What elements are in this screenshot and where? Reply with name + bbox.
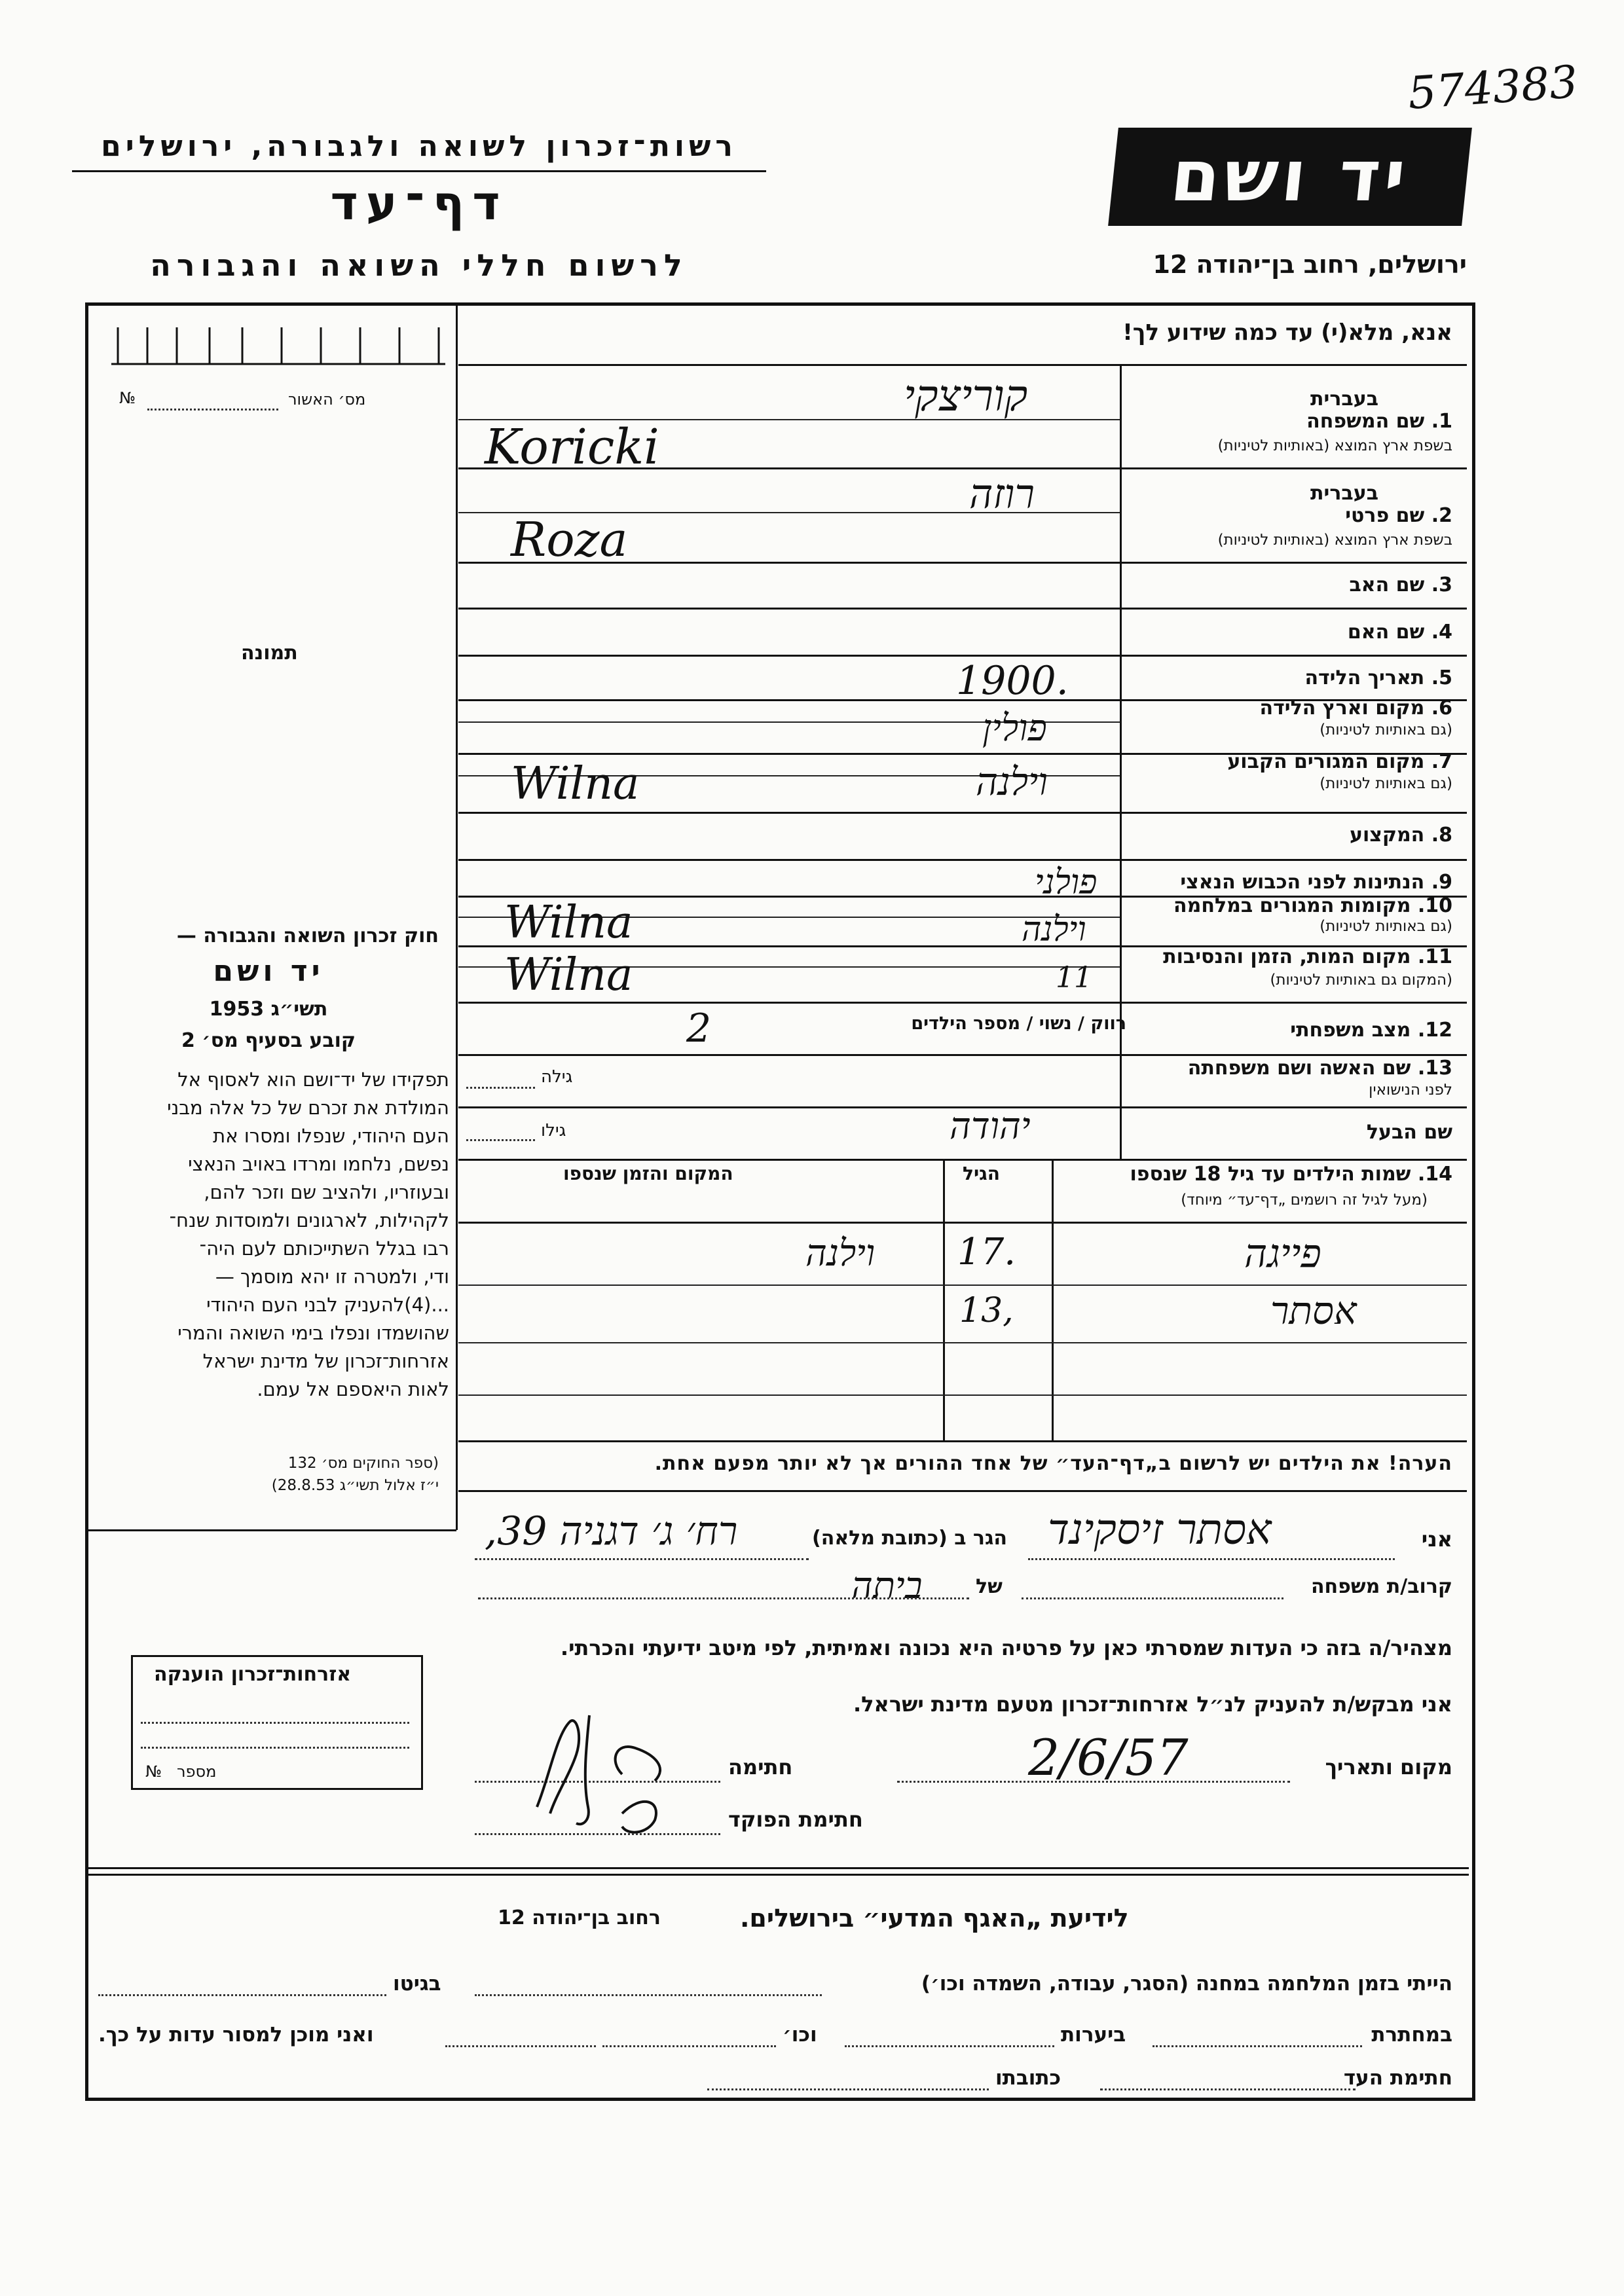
archive-number: 574383: [1406, 56, 1580, 120]
yad-vashem-logo: יד ושם: [1108, 128, 1472, 226]
of-field[interactable]: [478, 1597, 969, 1599]
citizenship-number-sign: №: [145, 1762, 162, 1781]
marital-options: רווק / נשוי / מספר הילדים: [911, 1013, 1126, 1034]
camp-line: הייתי בזמן המלחמה במחנה (הסגר, עבודה, השמדה וכו׳): [921, 1972, 1452, 1995]
of-label: של: [976, 1575, 1003, 1598]
children-col-divider: [943, 1159, 945, 1440]
etc-label: וכו׳: [783, 2023, 817, 2047]
declaration-text: מצהיר/ה בזה כי העדות שמסרתי כאן על פרטיה היא נכונה ואמיתית, לפי מיטב ידיעתי והכרתי.: [560, 1635, 1452, 1660]
intro-rule: [458, 364, 1467, 366]
label-wife-name: 13. שם האשה ושם משפחתה: [1187, 1057, 1452, 1080]
witness-signature-field[interactable]: [1100, 2088, 1356, 2090]
col-place-header: המקום והזמן שנספו: [563, 1163, 733, 1184]
signature-label: חתימה: [728, 1755, 793, 1779]
label-husband-name: שם הבעל: [1366, 1121, 1452, 1144]
row-rule: [458, 1054, 1467, 1056]
child2-age-entry[interactable]: 13,: [959, 1291, 1014, 1330]
law-line: רבו בגלל השתייכותם לעם היה־: [199, 1237, 449, 1260]
approval-boxes: [111, 327, 445, 365]
law-reference-date: י״ז אלול תשי״ג 28.8.53): [271, 1477, 439, 1494]
witness-address-field[interactable]: [707, 2088, 989, 2090]
approval-number-field[interactable]: [147, 409, 278, 410]
label-birth-place: 6. מקום וארץ הלידה: [1259, 697, 1452, 720]
child1-age-entry[interactable]: 17.: [957, 1231, 1016, 1273]
relation-entry[interactable]: ביתה: [851, 1565, 923, 1607]
label-nationality: 9. הנתינות לפני הכבוש הנאצי: [1180, 871, 1452, 894]
law-line: נפשם, נלחמו ומרדו באויב הנאצי: [188, 1153, 449, 1175]
children-row-rule: [458, 1285, 1467, 1286]
place-date-field[interactable]: [897, 1781, 1290, 1783]
declarant-address-entry[interactable]: רח׳ ג׳ דגניה 39,: [485, 1508, 738, 1554]
first-name-latin-entry[interactable]: Roza: [511, 512, 628, 567]
children-bottom-rule: [458, 1440, 1467, 1442]
surname-latin-entry[interactable]: Koricki: [485, 419, 659, 475]
war-places-hebrew-entry[interactable]: וילנה: [1022, 910, 1086, 949]
authority-name: רשות־זכרון לשואה ולגבורה, ירושלים: [101, 130, 737, 163]
row-rule: [458, 859, 1467, 861]
law-line: אזרחות־זכרון של מדינת ישראל: [202, 1350, 449, 1372]
f14-subnote: (מעל לגיל זה רושמים „דף־עד״ מיוחד): [1181, 1192, 1428, 1209]
also-latin-label: (גם באותיות לטיניות): [1320, 918, 1452, 935]
law-line: המולדת את זכרם של כל אלה מבני: [167, 1097, 449, 1119]
ready-field[interactable]: [445, 2045, 596, 2047]
f13-subnote: לפני הנישואין: [1369, 1082, 1452, 1099]
label-death-place: 11. מקום המות, הזמן והנסיבות: [1163, 945, 1452, 968]
photo-label: תמונה: [241, 642, 298, 665]
entry-left-border: [456, 364, 458, 1169]
first-name-hebrew-entry[interactable]: רוזה: [969, 470, 1035, 518]
citizenship-title: אזרחות־זכרון הוענקה: [154, 1663, 352, 1686]
law-line: ובעוזריו, ולהציב שם וזכר להם,: [204, 1181, 449, 1203]
death-place-latin-entry[interactable]: Wilna: [504, 949, 633, 1001]
underground-field[interactable]: [1153, 2045, 1362, 2047]
law-line: שהושמדו ונפלו בימי השואה והמרי: [177, 1322, 449, 1344]
declarant-name-entry[interactable]: אסתר זיסקינד: [1048, 1506, 1272, 1554]
address-field[interactable]: [475, 1558, 809, 1560]
forests-label: ביערות: [1061, 2023, 1126, 2047]
declarant-name-field[interactable]: [1028, 1558, 1395, 1560]
label-war-residences: 10. מקומות המגורים במלחמה: [1173, 894, 1452, 917]
law-logo: יד ושם: [213, 955, 324, 988]
children-col-divider: [1052, 1159, 1054, 1440]
ghetto-label: בגיטו: [393, 1972, 441, 1995]
left-column-bottom-rule: [88, 1529, 456, 1531]
label-column-divider: [1120, 364, 1122, 1159]
etc-field[interactable]: [602, 2045, 776, 2047]
law-line: תפקידו של יד־ושם הוא לאסוף אל: [177, 1068, 449, 1091]
nationality-entry[interactable]: פולני: [1035, 863, 1098, 902]
witness-address-label: כתובתו: [995, 2066, 1061, 2090]
war-places-latin-entry[interactable]: Wilna: [504, 897, 633, 949]
wife-age-label: גילה: [541, 1067, 573, 1087]
children-note: הערה! את הילדים יש לרשום ב„דף־העד״ של אחד ההורים אך לא יותר מפעם אחת.: [654, 1452, 1452, 1475]
law-title: חוק זכרון השואה והגבורה —: [176, 924, 439, 947]
label-birth-date: 5. תאריך הלידה: [1304, 666, 1452, 689]
forests-field[interactable]: [845, 2045, 1054, 2047]
note-bottom-rule: [458, 1490, 1467, 1492]
label-marital-status: 12. מצב משפחתי: [1290, 1019, 1452, 1042]
child1-place-entry[interactable]: וילנה: [805, 1232, 876, 1275]
camp-field[interactable]: [475, 1994, 822, 1996]
f11-latin-note: (המקום גם באותיות לטיניות): [1270, 972, 1452, 989]
law-text: [98, 1066, 449, 1404]
residence-hebrew-entry[interactable]: וילנה: [976, 759, 1048, 804]
relative-field[interactable]: [1022, 1597, 1283, 1599]
label-first-name: 2. שם פרטי: [1345, 504, 1452, 527]
row-rule: [458, 655, 1467, 657]
form-subtitle: לרשום חללי השואה והגבורה: [150, 247, 688, 283]
label-permanent-residence: 7. מקום המגורים הקבוע: [1227, 750, 1452, 773]
law-line: לקהילות, לארגונים ולמוסדות שנח־: [169, 1209, 449, 1231]
col-age-header: הגיל: [963, 1163, 1000, 1184]
husband-age-field[interactable]: [466, 1139, 535, 1141]
intro-line: אנא, מלא(י) עד כמה שידוע לך!: [1122, 319, 1452, 346]
header-address: ירושלים, רחוב בן־יהודה 12: [1153, 250, 1467, 279]
citizenship-number-label: מספר: [177, 1762, 217, 1781]
husband-name-entry[interactable]: יהודה: [950, 1105, 1031, 1148]
bottom-title: לידיעת „האגף המדעי״ בירושלים.: [740, 1904, 1129, 1933]
law-reference: (ספר החוקים מס׳ 132: [287, 1455, 439, 1472]
request-text: אני מבקש/ת להעניק לנ״ל אזרחות־זכרון מטעם מדינת ישראל.: [853, 1692, 1452, 1717]
citizenship-line[interactable]: [141, 1747, 409, 1749]
date-entry[interactable]: 2/6/57: [1028, 1728, 1189, 1787]
husband-age-label: גילו: [541, 1121, 566, 1140]
underground-label: במחתרת: [1371, 2023, 1452, 2047]
row-rule: [458, 608, 1467, 610]
law-line: ודי, ולמטרה זו יהא מוסמך —: [215, 1266, 449, 1288]
child1-name-entry[interactable]: פייגה: [1244, 1231, 1321, 1277]
header-rule: [72, 170, 766, 172]
citizenship-line[interactable]: [141, 1722, 409, 1724]
label-surname: 1. שם המשפחה: [1306, 410, 1452, 433]
child2-name-entry[interactable]: אסתר: [1270, 1288, 1357, 1333]
label-father-name: 3. שם האב: [1349, 574, 1452, 596]
children-header-rule: [458, 1222, 1467, 1224]
row-rule: [458, 1159, 1467, 1161]
ready-text: ואני מוכן למסור עדות על כך.: [98, 2023, 374, 2047]
ghetto-field[interactable]: [98, 1994, 386, 1996]
approval-number-label: מס׳ האשור: [288, 390, 366, 409]
officer-signature-field[interactable]: [475, 1833, 720, 1835]
in-hebrew-label: בעברית: [1310, 388, 1378, 410]
law-line: לאות היאספם אל עמם.: [257, 1378, 449, 1400]
in-origin-latin-label: בשפת ארץ המוצא (באותיות לטיניות): [1217, 532, 1452, 549]
in-hebrew-label: בעברית: [1310, 482, 1378, 505]
relative-label: קרוב/ת משפחה: [1310, 1575, 1452, 1598]
in-origin-latin-label: בשפת ארץ המוצא (באותיות לטיניות): [1217, 437, 1452, 454]
label-mother-name: 4. שם האם: [1347, 621, 1452, 644]
label-children: 14. שמות הילדים עד גיל 18 שנספו: [1130, 1163, 1452, 1186]
residing-label: הגר ב (כתובת מלאה): [812, 1527, 1008, 1550]
label-profession: 8. המקצוע: [1350, 824, 1452, 847]
section-rule: [88, 1867, 1469, 1869]
bottom-address: רחוב בן־יהודה 12: [498, 1906, 661, 1929]
law-line: העם היהודי, שנפלו ומסרו את: [213, 1125, 449, 1147]
law-line: ...(4)להעניק לבני העם היהודי: [206, 1294, 449, 1316]
place-date-label: מקום ותאריך: [1325, 1755, 1452, 1779]
declarant-prefix: אני: [1421, 1527, 1452, 1552]
row-rule: [458, 1002, 1467, 1004]
handwritten-signature: [511, 1696, 720, 1840]
children-count-entry[interactable]: 2: [686, 1006, 712, 1051]
children-row-rule: [458, 1394, 1467, 1396]
law-year: תשי״ג 1953: [209, 998, 328, 1021]
also-latin-label: (גם באותיות לטיניות): [1320, 775, 1452, 792]
husband-row-divider: [1120, 1106, 1122, 1159]
section-rule: [88, 1874, 1469, 1876]
officer-signature-label: חתימת הפוקד: [728, 1807, 863, 1832]
birth-place-entry[interactable]: פולין: [982, 707, 1047, 750]
witness-signature-label: חתימת העד: [1343, 2066, 1452, 2090]
row-rule: [458, 812, 1467, 814]
death-place-mark[interactable]: 11: [1056, 961, 1092, 994]
children-row-rule: [458, 1342, 1467, 1343]
law-clause: קובע בסעיף מס׳ 2: [181, 1029, 356, 1052]
also-latin-label: (גם באותיות לטיניות): [1320, 721, 1452, 738]
form-title: דף־עד: [330, 175, 508, 230]
surname-hebrew-entry[interactable]: קוריצקי: [904, 371, 1028, 421]
residence-latin-entry[interactable]: Wilna: [511, 758, 640, 810]
birth-date-entry[interactable]: 1900.: [956, 658, 1069, 704]
approval-number-sign: №: [119, 389, 136, 407]
wife-age-field[interactable]: [466, 1087, 535, 1089]
